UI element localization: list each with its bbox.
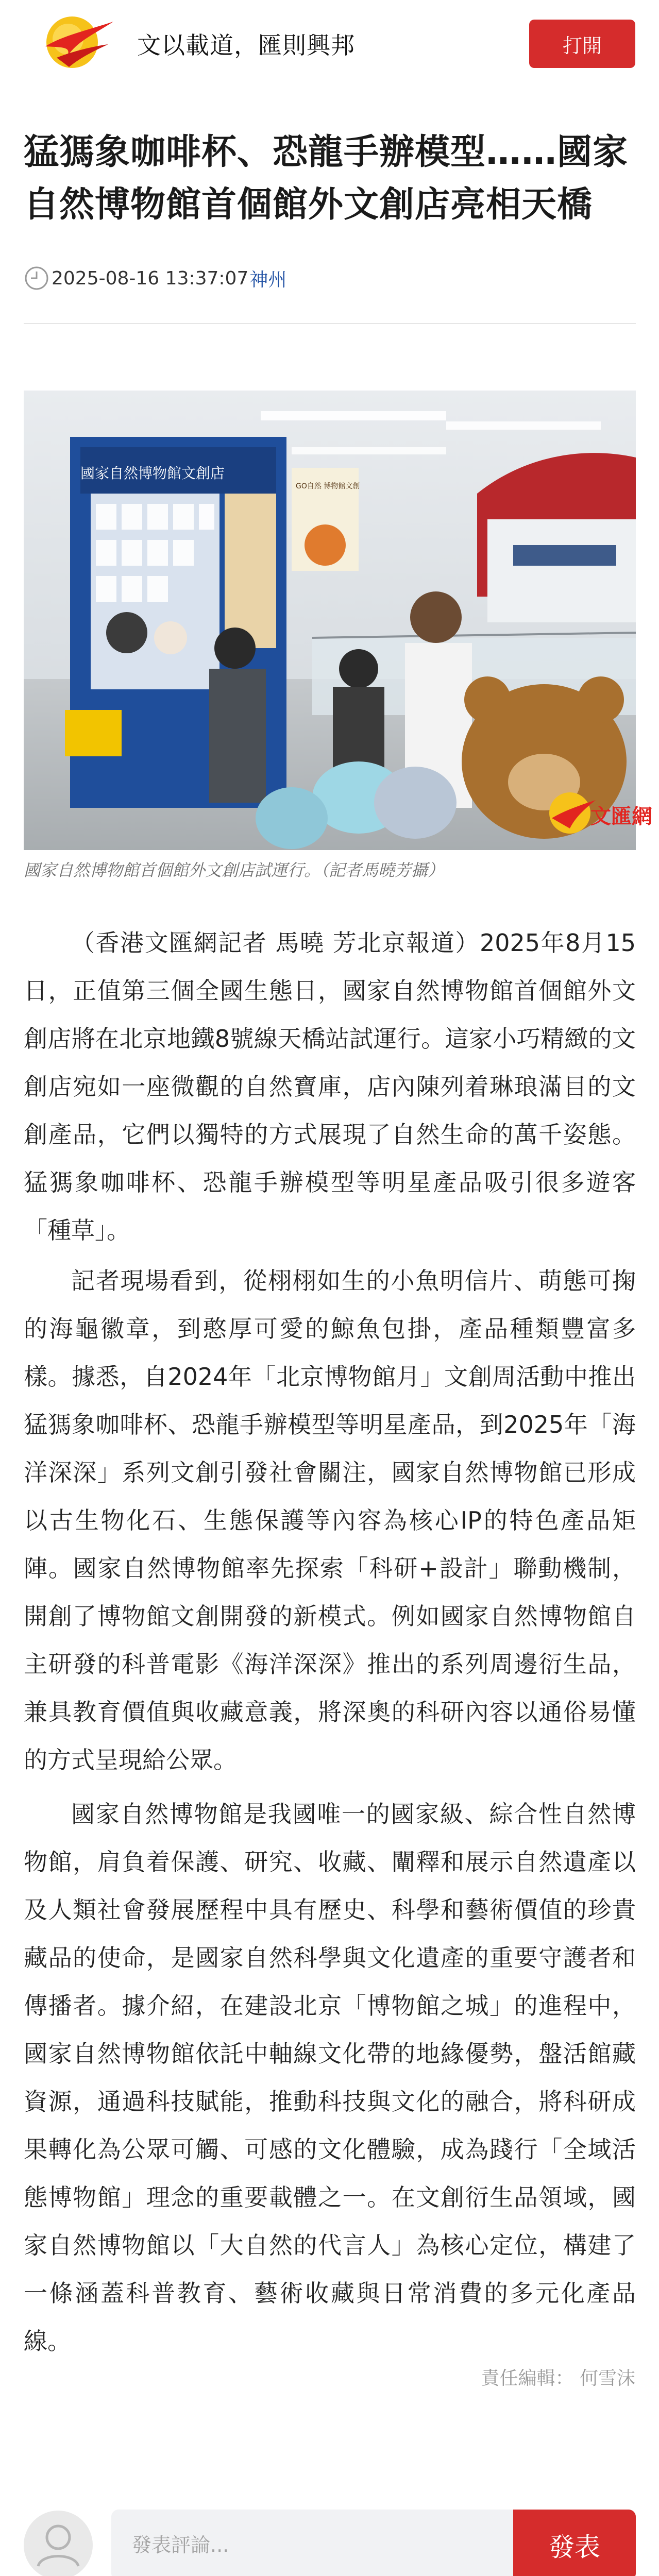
article-paragraph: 國家自然博物館是我國唯一的國家級、綜合性自然博物館，肩負着保護、研究、收藏、闡釋和展示自然遺產以及人類社會發展歷程中具有歷史、科學和藝術價值的珍貴藏品的使命，是國家自然科學與文化遺產的重要守護者和傳播者。據介紹，在建設北京「博物館之城」的進程中，國家自然博物館依託中軸線文化帶的地緣優勢，盤活館藏資源，通過科技賦能，推動科技與文化的融合，將科研成果轉化為公眾可觸、可感的文化體驗，成為踐行「全域活態博物館」理念的重要載體之一。在文創衍生品領域，國家自然博物館以「大自然的代言人」為核心定位，構建了一條涵蓋科普教育、藝術收藏與日常消費的多元化產品線。 xyxy=(24,1800,636,2355)
logo-icon[interactable] xyxy=(36,10,123,77)
clock-icon xyxy=(24,265,49,291)
shop-sign-text: 國家自然博物館文創店 xyxy=(80,465,225,482)
divider xyxy=(24,323,636,324)
open-app-button[interactable]: 打開 xyxy=(529,20,635,68)
comment-bar xyxy=(24,2509,636,2576)
comment-input[interactable] xyxy=(111,2510,513,2576)
editor-name: 何雪沫 xyxy=(579,2368,635,2389)
post-comment-button[interactable]: 發表 xyxy=(513,2510,636,2576)
article-meta xyxy=(24,264,286,293)
photo-watermark: 文匯網 xyxy=(590,805,652,828)
poster-text: GO自然 博物館文創 xyxy=(296,482,360,490)
top-bar xyxy=(0,0,659,88)
article-photo xyxy=(24,391,652,850)
user-avatar-icon[interactable] xyxy=(24,2511,93,2576)
article-title: 猛獁象咖啡杯、恐龍手辦模型……國家自然博物館首個館外文創店亮相天橋 xyxy=(24,132,629,225)
site-slogan: 文以載道，匯則興邦 xyxy=(137,31,355,59)
article-paragraph: （香港文匯網記者 馬曉 芳北京報道）2025年8月15日，正值第三個全國生態日，國家自然博物館首個館外文創店將在北京地鐵8號線天橋站試運行。這家小巧精緻的文創店宛如一座微觀的自然寶庫，店內陳列着琳琅滿目的文創產品，它們以獨特的方式展現了自然生命的萬千姿態。猛獁象咖啡杯、恐龍手辦模型等明星產品吸引很多遊客「種草」。 xyxy=(24,929,636,1244)
article-paragraph: 記者現場看到，從栩栩如生的小魚明信片、萌態可掬的海龜徽章，到憨厚可愛的鯨魚包掛，產品種類豐富多樣。據悉，自2024年「北京博物館月」文創周活動中推出猛獁象咖啡杯、恐龍手辦模型等明星產品，到2025年「海洋深深」系列文創引發社會關注，國家自然博物館已形成以古生物化石、生態保護等內容為核心IP的特色產品矩陣。國家自然博物館率先探索「科研+設計」聯動機制，開創了博物館文創開發的新模式。例如國家自然博物館自主研發的科普電影《海洋深深》推出的系列周邊衍生品，兼具教育價值與收藏意義，將深奧的科研內容以通俗易懂的方式呈現給公眾。 xyxy=(24,1267,636,1774)
responsible-editor xyxy=(481,2364,635,2390)
publish-datetime: 2025-08-16 13:37:07 xyxy=(52,267,249,289)
editor-label: 責任編輯： xyxy=(481,2368,574,2389)
photo-caption: 國家自然博物館首個館外文創店試運行。（記者馬曉芳攝） xyxy=(24,860,445,880)
category-link[interactable]: 神州 xyxy=(249,269,287,291)
